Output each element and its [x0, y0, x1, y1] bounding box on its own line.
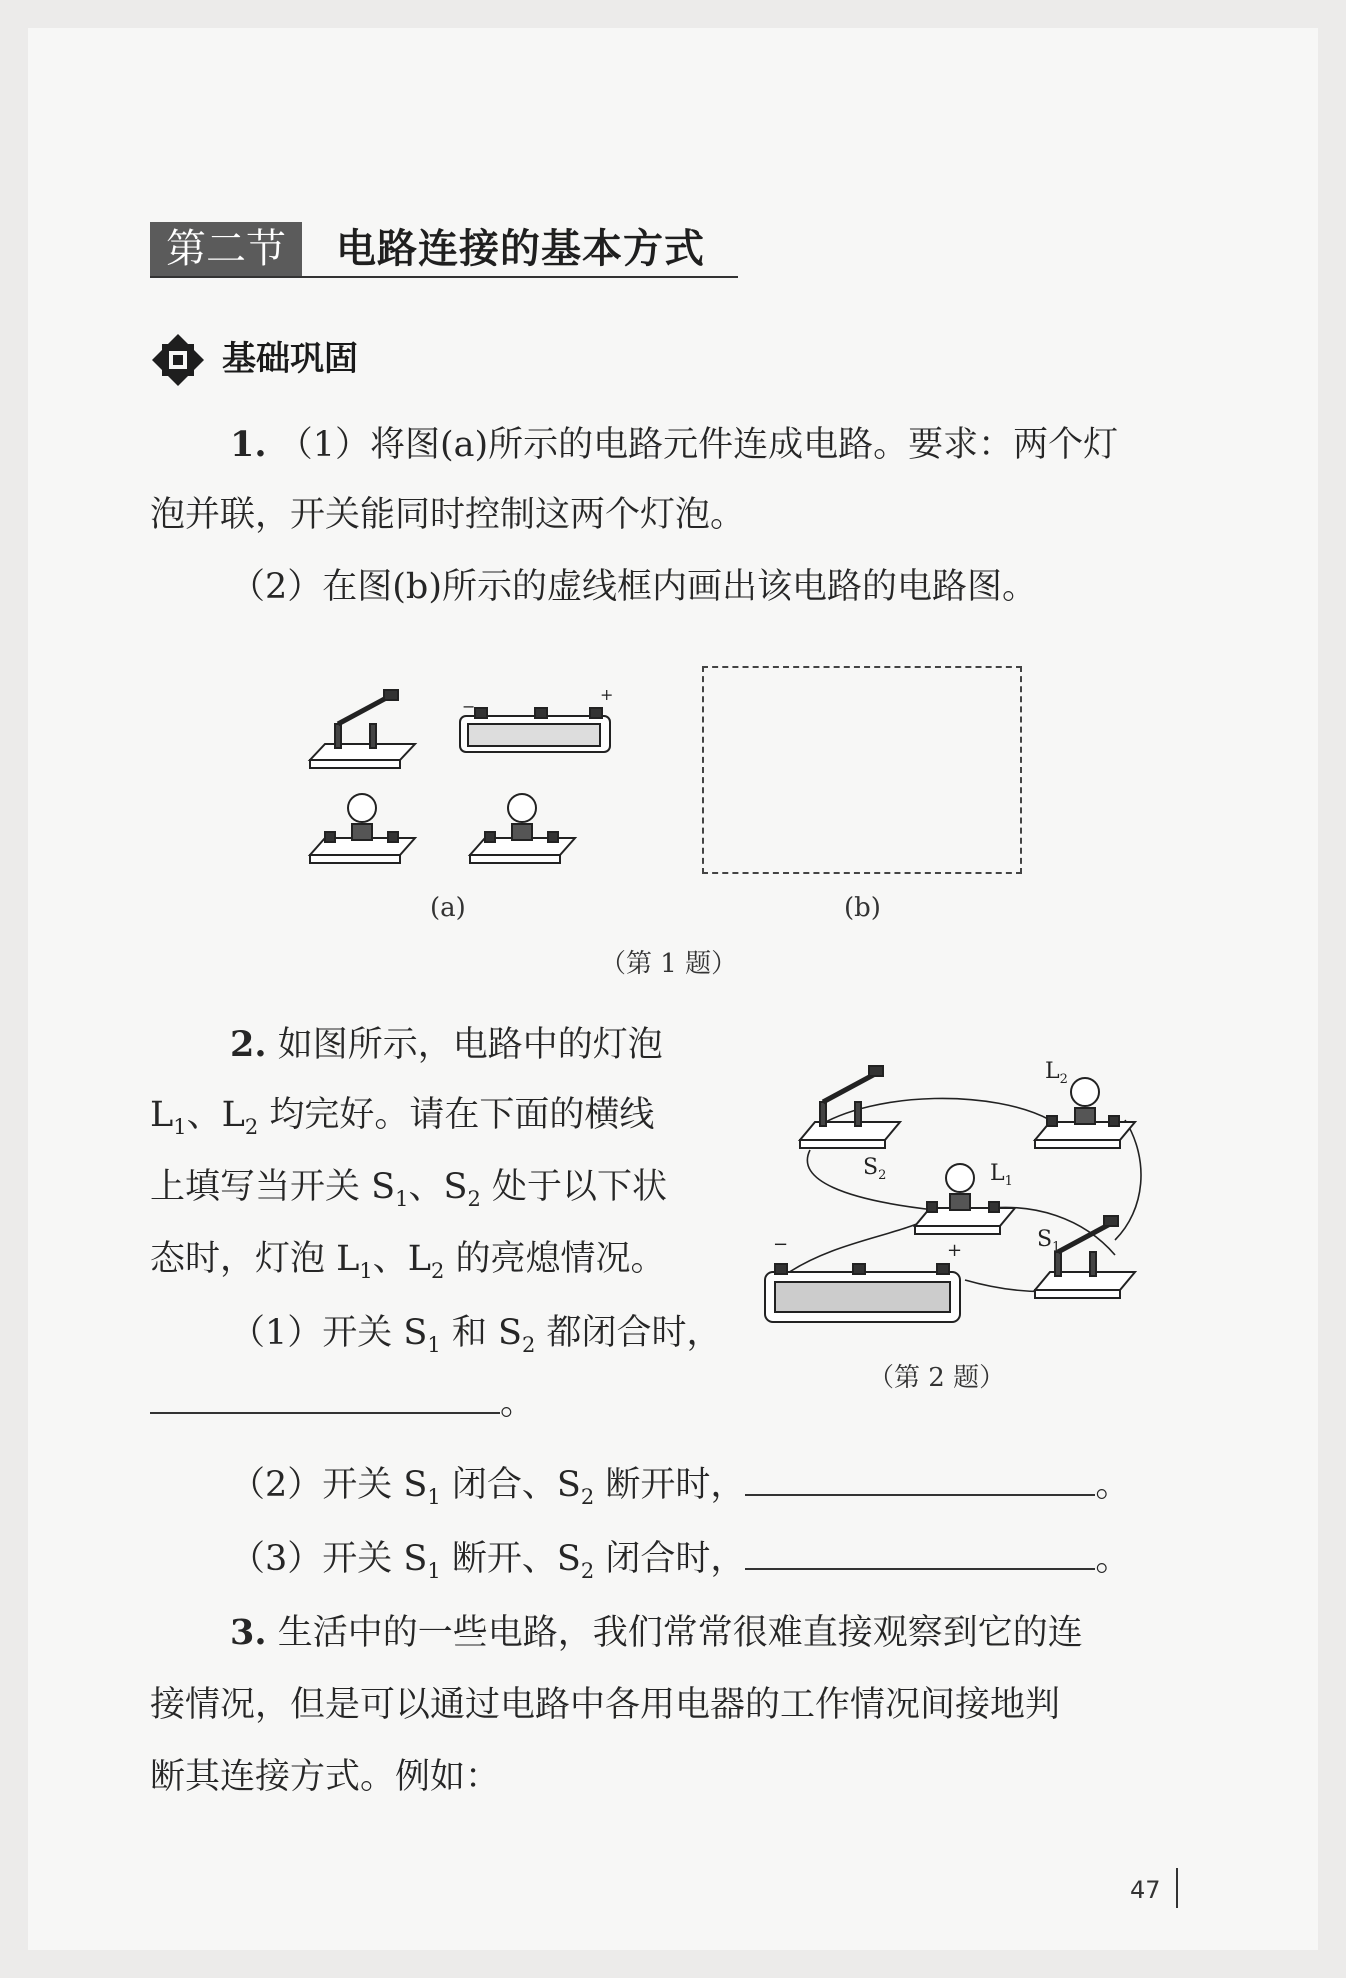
page-number: 47 — [1130, 1876, 1161, 1904]
q2-part1-answer: 。 — [150, 1380, 535, 1426]
fig-a-label: (a) — [430, 893, 466, 923]
q1-line3: （2）在图(b)所示的虚线框内画出该电路的电路图。 — [230, 567, 1037, 607]
q2-line1: 2. 如图所示，电路中的灯泡 — [230, 1024, 663, 1065]
section-badge: 第二节 — [150, 222, 302, 276]
q1-line2: 泡并联，开关能同时控制这两个灯泡。 — [150, 495, 746, 535]
bulb-2 — [470, 794, 575, 863]
section-title: 电路连接的基本方式 — [336, 226, 705, 272]
q3-line1: 3. 生活中的一些电路，我们常常很难直接观察到它的连 — [230, 1612, 1083, 1653]
battery — [460, 708, 610, 752]
answer-blank-2[interactable] — [745, 1464, 1095, 1496]
label-s1: $S_1$ — [1037, 1227, 1061, 1255]
label-l2: $L_2$ — [1045, 1059, 1068, 1087]
label-s2: $S_2$ — [863, 1155, 887, 1183]
q2-part1: （1）开关 $S_1$ 和 $S_2$ 都闭合时， — [230, 1313, 722, 1357]
q2-caption: （第 2 题） — [868, 1363, 1006, 1393]
page — [28, 28, 1318, 1950]
q3-line3: 断其连接方式。例如： — [150, 1757, 501, 1797]
section-rule — [150, 276, 738, 278]
figure-q2 — [755, 1050, 1155, 1330]
knife-switch — [310, 690, 415, 768]
figure-a — [300, 680, 630, 880]
label-l1: $L_1$ — [990, 1161, 1013, 1189]
q2-line3: 上填写当开关 $S_1$、$S_2$ 处于以下状 — [150, 1167, 667, 1211]
q3-line2: 接情况，但是可以通过电路中各用电器的工作情况间接地判 — [150, 1685, 1061, 1725]
q2-line2: $L_1$、$L_2$ 均完好。请在下面的横线 — [150, 1095, 655, 1139]
answer-dashed-box — [702, 666, 1022, 874]
subsection-title: 基础巩固 — [222, 339, 358, 379]
bulb-1 — [310, 794, 415, 863]
q2-part2: （2）开关 $S_1$ 闭合、$S_2$ 断开时， 。 — [230, 1465, 1131, 1509]
q2-part3: （3）开关 $S_1$ 断开、$S_2$ 闭合时， 。 — [230, 1539, 1131, 1583]
q1-caption: （第 1 题） — [600, 949, 738, 979]
diamond-frame-icon — [150, 332, 206, 388]
bulb-l2 — [1035, 1078, 1135, 1148]
answer-blank-3[interactable] — [745, 1538, 1095, 1570]
switch-s2 — [800, 1066, 900, 1148]
q1-line1: 1. （1）将图(a)所示的电路元件连成电路。要求：两个灯 — [230, 424, 1119, 465]
page-number-bar — [1176, 1868, 1178, 1908]
answer-blank-1[interactable] — [150, 1382, 500, 1414]
battery-q2 — [765, 1264, 960, 1322]
q2-line4: 态时，灯泡 $L_1$、$L_2$ 的亮熄情况。 — [150, 1239, 666, 1283]
q2-minus: − — [773, 1234, 789, 1255]
q2-plus: + — [947, 1240, 963, 1261]
fig-a-minus: − — [462, 697, 476, 716]
fig-b-label: (b) — [844, 893, 881, 923]
fig-a-plus: + — [600, 685, 614, 704]
